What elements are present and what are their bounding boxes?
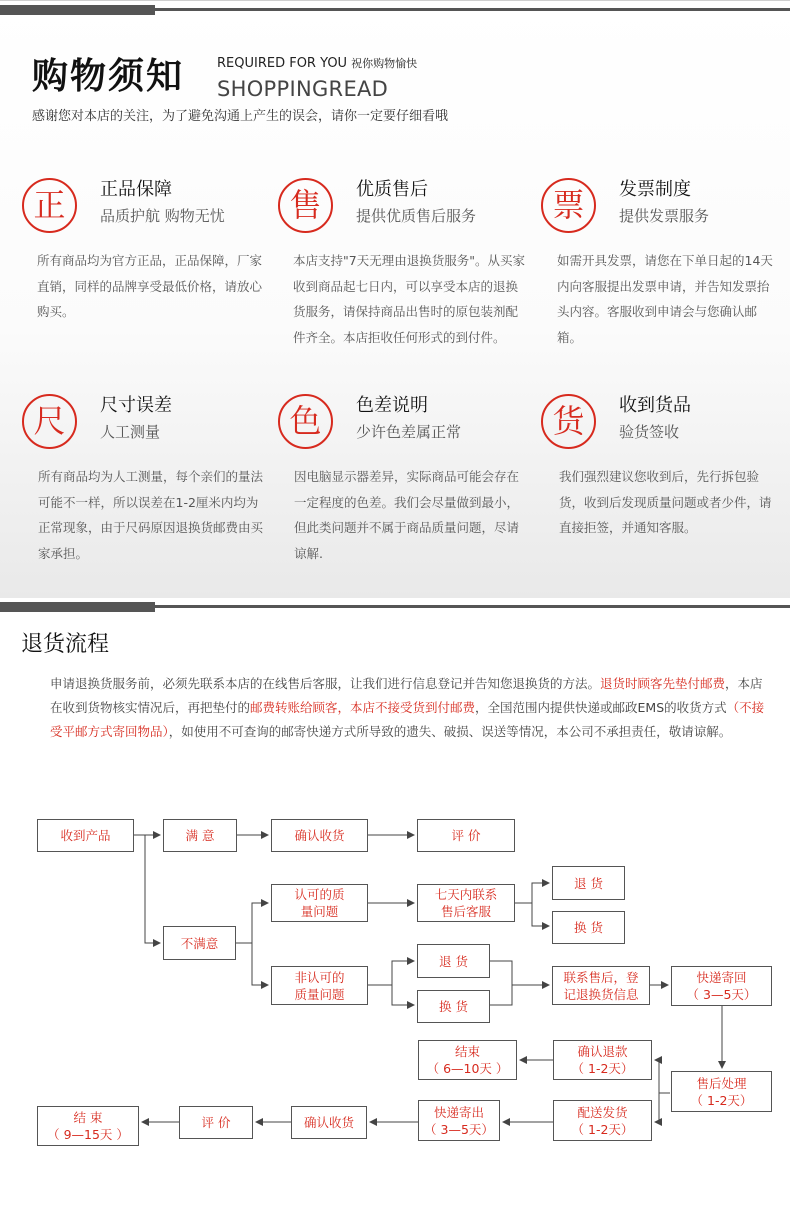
flow-label: 质量问题 [294,986,345,1002]
flow-label: 结束 [454,1044,480,1059]
feature-receive-goods [541,394,790,574]
required-text: REQUIRED FOR YOU [217,56,348,71]
returns-text: ，全国范围内提供快递或邮政EMS的收货方式 [475,700,727,715]
required-subtext: 祝你购物愉快 [351,57,418,70]
feature-subtitle: 提供发票服务 [619,207,710,225]
flow-label: （ 1-2天） [571,1061,634,1076]
feature-genuine [22,178,272,358]
feature-title: 尺寸误差 [100,395,172,416]
flow-label: 确认退款 [577,1044,628,1059]
zheng-seal-icon: 正 [22,178,77,233]
return-flowchart [0,800,790,1160]
shopping-read-heading: SHOPPINGREAD [217,77,389,101]
feature-title: 优质售后 [356,179,428,200]
flow-label: 售后处理 [696,1075,747,1091]
feature-description: 所有商品均为人工测量，每个亲们的量法可能不一样，所以误差在1-2厘米内均为正常现象，由于尺码原因退换货邮费由买家承担。 [38,469,264,561]
flow-contact-7days-box [417,884,515,922]
flow-confirm-refund-box [553,1040,652,1080]
returns-text: 申请退换货服务前，必须先联系本店的在线售后客服，让我们进行信息登记并告知您退换货的方法。 [50,676,601,691]
returns-paragraph [50,672,772,744]
flow-review-box [417,819,515,852]
flow-label: 换 货 [574,920,603,935]
flow-label: 不满意 [180,935,219,951]
chi-seal-icon: 尺 [22,394,77,449]
required-heading [217,55,417,73]
feature-subtitle: 人工测量 [100,423,161,441]
flow-label: 认可的质 [294,887,345,902]
feature-description: 因电脑显示器差异，实际商品可能会存在一定程度的色差。我们会尽量做到最小，但此类问题并不属于商品质量问题，尽请谅解. [294,469,520,561]
flow-express-out-box [418,1100,500,1141]
feature-description: 本店支持"7天无理由退换货服务"。从买家收到商品起七日内，可以享受本店的退换货服务，请保持商品出售时的原包装剂配件齐全。本店拒收任何形式的到付件。 [293,253,525,345]
section-divider-line [155,605,790,608]
returns-highlight: 邮费转账给顾客，本店不接受货到付邮费 [250,700,476,715]
flow-label: 量问题 [300,904,339,919]
feature-description: 所有商品均为官方正品，正品保障，厂家直销，同样的品牌享受最低价格，请放心购买。 [37,253,263,319]
flow-end-box-2 [37,1106,139,1146]
returns-title: 退货流程 [21,632,110,657]
flow-ship-box [553,1100,652,1141]
feature-subtitle: 提供优质售后服务 [356,207,477,225]
feature-description: 如需开具发票，请您在下单日起的14天内向客服提出发票申请，并告知发票抬头内容。客服收到申请会与您确认邮箱。 [557,253,773,345]
flow-label: 退 货 [574,875,603,891]
flow-approved-quality-box [271,884,368,922]
huo-seal-icon: 货 [541,394,596,449]
flow-label: 评 价 [201,1115,231,1130]
returns-highlight: 退货时顾客先垫付邮费 [600,676,726,691]
feature-invoice [541,178,790,358]
flow-label: （ 3—5天） [424,1121,494,1137]
flow-label: 评 价 [451,828,481,843]
flow-exchange-box-2 [417,990,490,1023]
feature-color-diff [278,394,528,574]
feature-subtitle: 品质护航 购物无忧 [100,207,225,225]
flow-exchange-box-1 [552,911,625,944]
flow-end-box-1 [418,1040,517,1080]
flow-unsatisfied-box [163,926,236,960]
feature-size-error [22,394,272,574]
flow-label: （ 3—5天） [686,987,757,1002]
feature-description: 我们强烈建议您收到后，先行拆包验货，收到后发现质量问题或者少件，请直接拒签，并通知客服。 [559,469,772,535]
returns-text: ，如使用不可查询的邮寄快递方式所导致的遗失、破损、误送等情况，本公司不承担责任，敬请谅解。 [168,724,732,739]
flow-label: 换 货 [439,999,468,1014]
flow-after-sales-box [671,1071,772,1112]
section-marker-bar [0,602,155,612]
flow-confirm-receipt-box-2 [291,1106,367,1139]
shopping-notice-section [0,0,790,598]
se-seal-icon: 色 [278,394,333,449]
feature-title: 正品保障 [100,179,172,200]
feature-subtitle: 少许色差属正常 [356,423,462,441]
flow-label: 记退换货信息 [563,986,639,1002]
shou-seal-icon: 售 [278,178,333,233]
flow-label: 确认收货 [303,1115,354,1130]
flow-label: 退 货 [439,953,468,969]
flow-label: 快递寄回 [696,970,747,985]
section-divider-line [155,8,790,11]
flow-label: 收到产品 [60,828,111,843]
section-marker-bar [0,5,155,15]
feature-subtitle: 验货签收 [619,423,680,441]
feature-title: 发票制度 [619,179,691,200]
flow-label: 满 意 [185,828,215,843]
feature-after-sales [278,178,528,358]
flow-label: 结 束 [73,1110,103,1125]
flow-label: 快递寄出 [433,1104,484,1120]
feature-title: 收到货品 [619,395,691,416]
flow-label: 联系售后，登 [563,969,639,985]
flow-received-box [37,819,134,852]
feature-title: 色差说明 [356,395,428,416]
flow-label: 非认可的 [294,969,345,985]
flow-review-box-2 [179,1106,253,1139]
thanks-text: 感谢您对本店的关注，为了避免沟通上产生的误会，请你一定要仔细看哦 [32,109,449,124]
flow-label: 七天内联系 [434,887,498,902]
flow-label: （ 6—10天 ） [426,1061,509,1076]
flow-non-approved-quality-box [271,966,368,1005]
flow-label: 售后客服 [440,904,491,919]
flow-label: （ 1-2天） [690,1092,753,1108]
returns-text: ，本店在收到货物核实情况后，再把垫付的 [50,676,763,715]
flow-return-box-1 [552,866,625,900]
flow-return-box-2 [417,944,490,978]
returns-highlight: （不接受平邮方式寄回物品） [50,700,765,739]
page-title: 购物须知 [32,56,185,97]
flow-label: 配送发货 [577,1104,628,1120]
flow-label: （ 1-2天） [571,1121,634,1137]
flow-label: 确认收货 [294,828,345,843]
flow-send-back-box [671,966,772,1006]
flow-satisfied-box [163,819,237,852]
flow-confirm-receipt-box [271,819,368,852]
top-border [0,0,790,1]
flow-label: （ 9—15天 ） [47,1127,129,1142]
flow-register-box [552,966,650,1005]
piao-seal-icon: 票 [541,178,596,233]
